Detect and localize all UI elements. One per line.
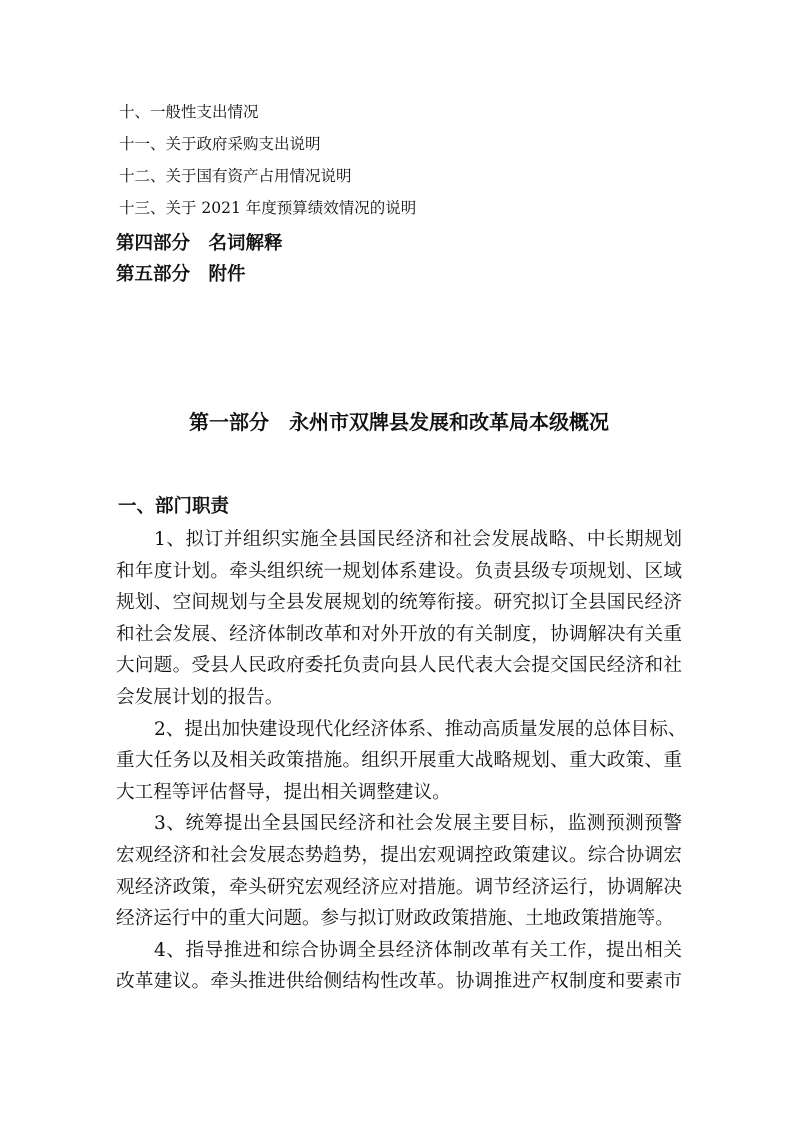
toc-item: 十三、关于 2021 年度预算绩效情况的说明 xyxy=(119,199,417,217)
paragraph-line: 大问题。受县人民政府委托负责向县人民代表大会提交国民经济和社 xyxy=(116,655,682,677)
paragraph-line: 2、提出加快建设现代化经济体系、推动高质量发展的总体目标、 xyxy=(154,718,687,740)
toc-item: 十一、关于政府采购支出说明 xyxy=(119,135,321,153)
paragraph-line: 观经济政策，牵头研究宏观经济应对措施。调节经济运行，协调解决 xyxy=(116,876,682,898)
paragraph-line: 宏观经济和社会发展态势趋势，提出宏观调控政策建议。综合协调宏 xyxy=(116,844,682,866)
paragraph-line: 4、指导推进和综合协调全县经济体制改革有关工作，提出相关 xyxy=(154,939,682,961)
toc-item: 十二、关于国有资产占用情况说明 xyxy=(119,167,352,185)
paragraph-line: 改革建议。牵头推进供给侧结构性改革。协调推进产权制度和要素市 xyxy=(116,971,682,993)
paragraph-line: 规划、空间规划与全县发展规划的统筹衔接。研究拟订全县国民经济 xyxy=(116,592,682,614)
paragraph-line: 大工程等评估督导，提出相关调整建议。 xyxy=(116,781,451,803)
paragraph-line: 和年度计划。牵头组织统一规划体系建设。负责县级专项规划、区域 xyxy=(116,560,682,582)
subsection-heading: 一、部门职责 xyxy=(118,496,230,517)
paragraph xyxy=(116,524,682,714)
toc-part-heading: 第五部分 附件 xyxy=(116,264,246,285)
paragraph xyxy=(116,714,687,809)
paragraph xyxy=(116,808,682,934)
paragraph-line: 重大任务以及相关政策措施。组织开展重大战略规划、重大政策、重 xyxy=(116,750,682,772)
paragraph-line: 会发展计划的报告。 xyxy=(116,686,284,708)
paragraph-line: 1、拟订并组织实施全县国民经济和社会发展战略、中长期规划 xyxy=(154,529,682,550)
toc-part-heading: 第四部分 名词解释 xyxy=(116,233,283,254)
body-text xyxy=(116,524,687,998)
paragraph-line: 和社会发展、经济体制改革和对外开放的有关制度，协调解决有关重 xyxy=(116,623,682,645)
paragraph xyxy=(116,935,682,998)
paragraph-line: 经济运行中的重大问题。参与拟订财政政策措施、土地政策措施等。 xyxy=(116,908,674,930)
toc-item: 十、一般性支出情况 xyxy=(119,103,259,121)
paragraph-line: 3、统筹提出全县国民经济和社会发展主要目标，监测预测预警 xyxy=(154,813,682,835)
section-title: 第一部分 永州市双牌县发展和改革局本级概况 xyxy=(189,410,609,434)
